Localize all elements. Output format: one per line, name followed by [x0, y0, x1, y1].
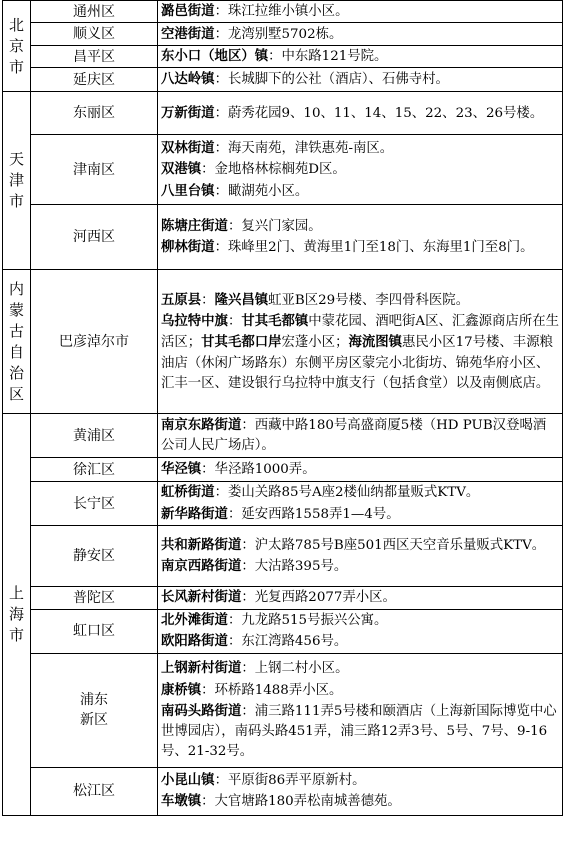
district-name: 通州区 [31, 1, 158, 23]
area-address: ：大沽路395号。 [241, 558, 348, 574]
area-place-name: 万新街道 [161, 104, 215, 121]
area-entry [161, 181, 559, 202]
area-address: ：浦三路111弄5号楼和颐酒店（上海新国际博览中心世博园店），南码头路451弄，浦三路12弄3号、5号、7号、9-16号、21-32号。 [161, 703, 557, 760]
area-place-name: 康桥镇 [161, 681, 202, 698]
province-cell [3, 270, 31, 414]
area-place-name: 华泾镇 [161, 461, 202, 478]
area-place-name: 上钢新村街道 [161, 660, 242, 677]
district-name: 浦东 新区 [31, 653, 158, 767]
table-row [3, 653, 563, 767]
area-entry [161, 791, 559, 812]
district-name: 东丽区 [31, 92, 158, 135]
province-cell [3, 414, 31, 815]
area-address: 惠民小区17号楼、丰源粮油店（休闲广场路东）东侧平房区蒙完小北街坊、锦苑华府小区、汇丰一区、建设银行乌拉特中旗支行（包括食堂）以及南侧底店。 [161, 335, 553, 391]
area-place-name: 甘其毛都口岸 [201, 334, 282, 351]
district-name: 昌平区 [31, 46, 158, 68]
area-address: ：中东路121号院。 [268, 49, 388, 65]
province-name: 上 海 市 [8, 584, 24, 645]
area-address: ：珠峰里2门、黄海里1门至18门、东海里1门至8门。 [214, 240, 534, 256]
area-place-name: 柳林街道 [161, 239, 215, 256]
area-address: ：大官塘路180弄松南城善德苑。 [201, 794, 401, 810]
province-name: 北 京 市 [8, 15, 24, 76]
province-cell [3, 92, 31, 270]
table-row [3, 586, 563, 609]
table-row [3, 270, 563, 414]
district-name: 巴彦淖尔市 [31, 270, 158, 414]
province-name: 天 津 市 [8, 150, 24, 211]
area-entry [161, 24, 559, 45]
area-place-name: 东小口（地区）镇 [161, 48, 269, 65]
area-entry [161, 556, 559, 577]
district-name: 顺义区 [31, 23, 158, 46]
area-entry [161, 770, 559, 791]
table-row [3, 458, 563, 482]
area-address: ：沪太路785号B座501西区天空音乐量贩式KTV。 [241, 537, 546, 553]
table-row [3, 609, 563, 653]
area-entry [161, 237, 559, 258]
area-place-name: 虹桥街道 [161, 484, 215, 501]
area-details [158, 525, 563, 586]
table-row [3, 1, 563, 23]
area-entry [161, 103, 559, 124]
table-row [3, 414, 563, 458]
province-cell [3, 1, 31, 92]
area-details [158, 653, 563, 767]
area-entry [161, 701, 559, 763]
area-address: ：长城脚下的公社（酒店）、石佛寺村。 [214, 72, 449, 88]
district-name: 津南区 [31, 135, 158, 205]
district-name: 河西区 [31, 205, 158, 270]
area-address: ：平原街86弄平原新村。 [214, 773, 366, 789]
area-place-name: 八里台镇 [161, 182, 215, 199]
area-details [158, 46, 563, 68]
area-address: ：华泾路1000弄。 [201, 462, 316, 478]
area-details [158, 1, 563, 23]
area-details [158, 414, 563, 458]
district-name: 虹口区 [31, 609, 158, 653]
area-details [158, 68, 563, 92]
area-details [158, 609, 563, 653]
area-address: ：金地格林棕榈苑D区。 [201, 162, 346, 178]
area-details [158, 458, 563, 482]
area-place-name: 北外滩街道 [161, 612, 228, 629]
area-entry [161, 138, 559, 159]
district-name: 静安区 [31, 525, 158, 586]
area-place-name: 小昆山镇 [161, 772, 215, 789]
table-row [3, 23, 563, 46]
area-entry [161, 415, 559, 456]
area-place-name: 乌拉特中旗 [161, 313, 228, 330]
area-address: ：上钢二村小区。 [241, 661, 349, 677]
table-row [3, 482, 563, 525]
area-place-name: 甘其毛都镇 [241, 313, 309, 330]
area-address: ：延安西路1558弄1—4号。 [227, 506, 400, 522]
district-name: 延庆区 [31, 68, 158, 92]
table-row [3, 205, 563, 270]
area-place-name: 五原县 [161, 291, 202, 308]
area-details [158, 270, 563, 414]
area-place-name: 潞邑街道 [161, 3, 215, 19]
area-address: ：西藏中路180号高盛商厦5楼（HD PUB汉登喝酒公司人民广场店）。 [161, 418, 547, 454]
area-address: 中蒙花园、酒吧街A区、汇鑫源商店所在生活区； [161, 314, 559, 351]
area-place-name: 双林街道 [161, 140, 215, 157]
area-place-name: 南码头路街道 [161, 702, 242, 719]
area-entry [161, 69, 559, 90]
area-address: ：珠江拉维小镇小区。 [214, 4, 349, 19]
table-row [3, 68, 563, 92]
area-entry [161, 504, 559, 525]
table-row [3, 767, 563, 815]
area-details [158, 482, 563, 525]
district-name: 徐汇区 [31, 458, 158, 482]
area-place-name: 海流图镇 [348, 334, 403, 351]
area-details [158, 205, 563, 270]
area-entry [161, 658, 559, 679]
area-place-name: 空港街道 [161, 25, 215, 42]
table-body [3, 1, 563, 816]
area-address: ：瞰湖苑小区。 [214, 183, 309, 199]
area-place-name: 欧阳路街道 [161, 633, 228, 650]
area-address: ：九龙路515号振兴公寓。 [227, 613, 388, 629]
district-name: 普陀区 [31, 586, 158, 609]
area-place-name: 双港镇 [161, 161, 202, 178]
risk-area-table [2, 0, 563, 816]
area-entry [161, 311, 559, 394]
area-address: ：蔚秀花园9、10、11、14、15、22、23、26号楼。 [214, 105, 544, 121]
area-address: ：海天南苑，津铁惠苑-南区。 [214, 141, 394, 157]
area-place-name: 车墩镇 [161, 793, 202, 810]
area-address: ：龙湾别墅5702栋。 [214, 26, 343, 42]
district-name: 黄浦区 [31, 414, 158, 458]
area-entry [161, 680, 559, 701]
district-name: 松江区 [31, 767, 158, 815]
area-place-name: 新华路街道 [161, 505, 228, 522]
area-address: ：东江湾路456号。 [227, 634, 348, 650]
area-address: ：复兴门家园。 [227, 219, 322, 235]
area-address: ： [201, 292, 215, 308]
area-place-name: 南京东路街道 [161, 417, 242, 434]
table-row [3, 46, 563, 68]
area-entry [161, 290, 559, 311]
area-entry [161, 610, 559, 631]
area-details [158, 92, 563, 135]
area-address: ：娄山关路85号A座2楼仙纳都量贩式KTV。 [214, 485, 480, 501]
area-place-name: 陈塘庄街道 [161, 218, 228, 235]
area-entry [161, 1, 559, 22]
table-row [3, 135, 563, 205]
area-address: ： [227, 314, 242, 330]
table-row [3, 525, 563, 586]
area-place-name: 长风新村街道 [161, 589, 242, 606]
area-entry [161, 216, 559, 237]
area-entry [161, 535, 559, 556]
area-details [158, 135, 563, 205]
area-address: ：环桥路1488弄小区。 [201, 682, 343, 698]
table-row [3, 92, 563, 135]
province-name: 内 蒙 古 自 治 区 [8, 279, 24, 403]
district-name: 长宁区 [31, 482, 158, 525]
area-details [158, 586, 563, 609]
area-address: ：光复西路2077弄小区。 [241, 590, 396, 606]
area-details [158, 767, 563, 815]
area-address: 虹亚B区29号楼、李四骨科医院。 [268, 292, 470, 308]
area-place-name: 南京西路街道 [161, 557, 242, 574]
area-details [158, 23, 563, 46]
area-address: 宏蓬小区； [281, 335, 349, 351]
area-entry [161, 587, 559, 608]
area-place-name: 八达岭镇 [161, 71, 215, 88]
area-place-name: 共和新路街道 [161, 536, 242, 553]
area-entry [161, 159, 559, 180]
area-place-name: 隆兴昌镇 [214, 291, 269, 308]
area-entry [161, 459, 559, 480]
area-entry [161, 46, 559, 67]
area-entry [161, 482, 559, 503]
area-entry [161, 631, 559, 652]
